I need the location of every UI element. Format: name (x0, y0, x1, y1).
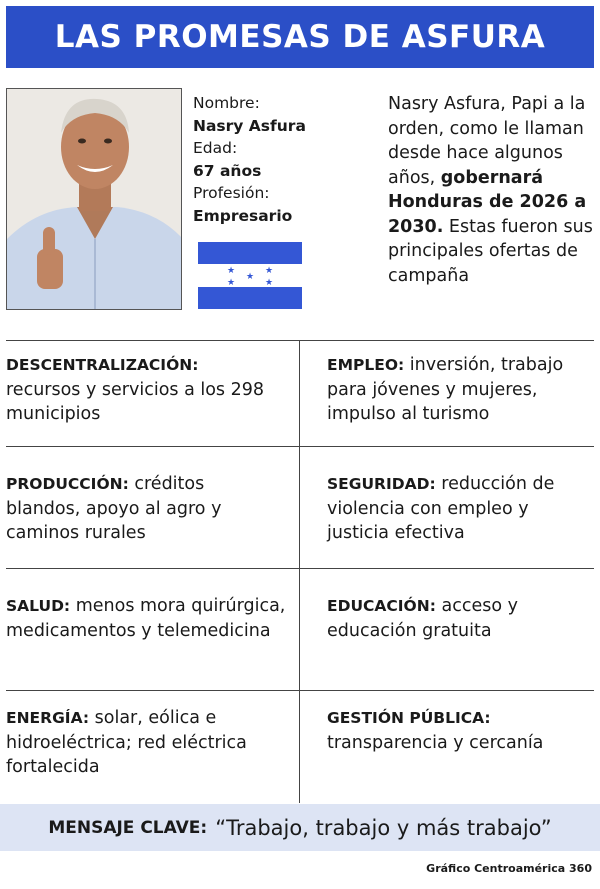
promise-key: GESTIÓN PÚBLICA: (327, 709, 491, 727)
candidate-photo (6, 88, 182, 310)
promise-key: ENERGÍA: (6, 709, 90, 727)
name-value: Nasry Asfura (193, 116, 306, 135)
promise-key: PRODUCCIÓN: (6, 475, 129, 493)
promise-text: menos mora quirúrgica, medicamentos y telemedicina (6, 596, 286, 641)
promise-text: solar, eólica e hidroeléctrica; red eléctrica fortalecida (6, 708, 247, 777)
svg-text:★: ★ (245, 272, 255, 282)
grid-divider (6, 690, 594, 691)
promise-text: transparencia y cercanía (327, 732, 544, 753)
promise-key: SALUD: (6, 597, 71, 615)
candidate-portrait-illustration (7, 89, 182, 310)
svg-text:★: ★ (264, 266, 274, 276)
grid-divider-vertical (299, 340, 300, 803)
age-label: Edad: (193, 139, 238, 157)
promise-text: inversión, trabajo para jóvenes y mujeres, impulso al turismo (327, 355, 564, 424)
promise-text: acceso y educación gratuita (327, 596, 518, 641)
promise-gestion-publica (327, 706, 593, 755)
age-value: 67 años (193, 161, 262, 180)
promise-text: créditos blandos, apoyo al agro y caminos rurales (6, 474, 222, 543)
grid-divider (6, 340, 594, 341)
promise-key: DESCENTRALIZACIÓN: (6, 356, 199, 374)
name-label: Nombre: (193, 94, 260, 112)
promise-produccion (6, 472, 256, 546)
svg-text:★: ★ (226, 266, 236, 276)
profile-info (193, 92, 323, 227)
intro-bold: gobernará Honduras de 2026 a 2030. (388, 167, 587, 237)
svg-text:★: ★ (264, 278, 274, 288)
promise-educacion (327, 594, 589, 643)
page-title: LAS PROMESAS DE ASFURA (6, 6, 594, 68)
grid-divider (6, 568, 594, 569)
promise-text: recursos y servicios a los 298 municipios (6, 379, 265, 424)
promise-energia (6, 706, 276, 780)
promise-key: EDUCACIÓN: (327, 597, 436, 615)
promise-key: EMPLEO: (327, 356, 405, 374)
honduras-flag (198, 242, 302, 309)
source-credit: Gráfico Centroamérica 360 (426, 862, 592, 875)
promise-key: SEGURIDAD: (327, 475, 436, 493)
intro-paragraph (388, 92, 596, 288)
profession-label: Profesión: (193, 184, 270, 202)
key-message-banner (0, 804, 600, 851)
intro-part1: Nasry Asfura, Papi a la orden, como le llaman desde hace algunos años, (388, 94, 586, 188)
svg-text:★: ★ (226, 278, 236, 288)
promise-seguridad (327, 472, 595, 546)
key-message-label: MENSAJE CLAVE: (48, 817, 208, 838)
intro-part2: Estas fueron sus principales ofertas de campaña (388, 216, 593, 286)
key-message-text: “Trabajo, trabajo y más trabajo” (215, 815, 552, 840)
promise-empleo (327, 353, 593, 427)
profession-value: Empresario (193, 206, 293, 225)
promise-salud (6, 594, 286, 643)
promise-descentralizacion (6, 353, 292, 427)
grid-divider (6, 446, 594, 447)
promise-text: reducción de violencia con empleo y justicia efectiva (327, 474, 555, 543)
